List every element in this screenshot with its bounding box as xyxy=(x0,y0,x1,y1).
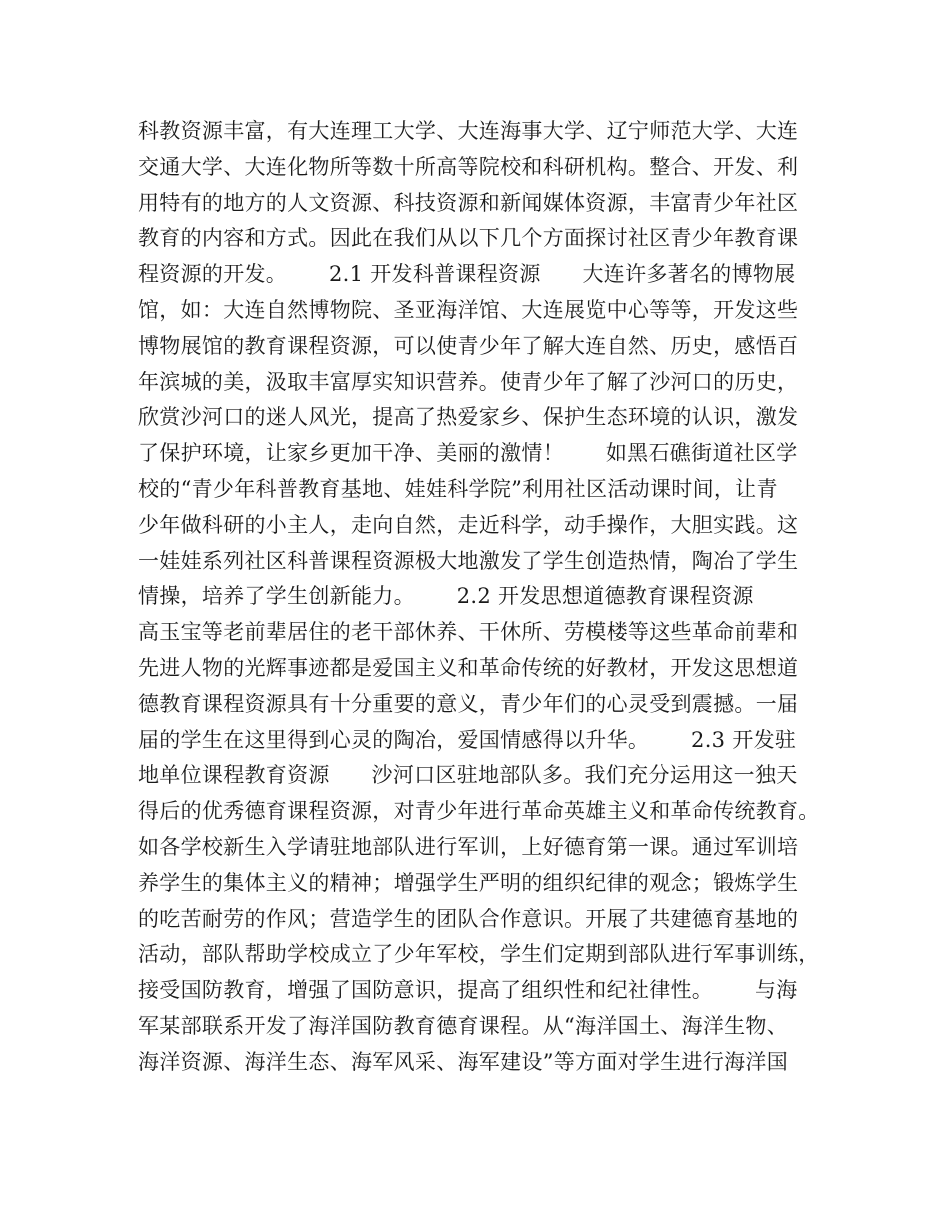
text-line: 程资源的开发。 2.1 开发科普课程资源 大连许多著名的博物展 xyxy=(138,262,796,287)
text-line: 欣赏沙河口的迷人风光，提高了热爱家乡、保护生态环境的认识，激发 xyxy=(138,405,799,430)
body-text xyxy=(138,114,838,1081)
text-line: 得后的优秀德育课程资源，对青少年进行革命英雄主义和革命传统教育。 xyxy=(138,799,820,824)
text-line: 先进人物的光辉事迹都是爱国主义和革命传统的好教材，开发这思想道 xyxy=(138,655,799,680)
text-line: 用特有的地方的人文资源、科技资源和新闻媒体资源，丰富青少年社区 xyxy=(138,190,799,215)
text-line: 活动，部队帮助学校成立了少年军校，学生们定期到部队进行军事训练， xyxy=(138,942,820,967)
text-line: 年滨城的美，汲取丰富厚实知识营养。使青少年了解了沙河口的历史， xyxy=(138,369,799,394)
text-line: 馆，如：大连自然博物院、圣亚海洋馆、大连展览中心等等，开发这些 xyxy=(138,297,799,322)
text-line: 接受国防教育，增强了国防意识，提高了组织性和纪社律性。 与海 xyxy=(138,978,798,1003)
text-line: 科教资源丰富，有大连理工大学、大连海事大学、辽宁师范大学、大连 xyxy=(138,119,799,143)
text-line: 养学生的集体主义的精神；增强学生严明的组织纪律的观念；锻炼学生 xyxy=(138,870,799,895)
text-line: 了保护环境，让家乡更加干净、美丽的激情！ 如黑石礁街道社区学 xyxy=(138,441,798,466)
text-line: 的吃苦耐劳的作风；营造学生的团队合作意识。开展了共建德育基地的 xyxy=(138,906,799,931)
text-line: 高玉宝等老前辈居住的老干部休养、干休所、劳模楼等这些革命前辈和 xyxy=(138,620,799,645)
text-line: 情操，培养了学生创新能力。 2.2 开发思想道德教育课程资源 xyxy=(138,584,754,609)
text-line: 届的学生在这里得到心灵的陶冶，爱国情感得以升华。 2.3 开发驻 xyxy=(138,727,797,752)
text-line: 一娃娃系列社区科普课程资源极大地激发了学生创造热情，陶冶了学生 xyxy=(138,548,799,573)
text-line: 博物展馆的教育课程资源，可以使青少年了解大连自然、历史，感悟百 xyxy=(138,333,799,358)
text-line: 军某部联系开发了海洋国防教育德育课程。从“海洋国土、海洋生物、 xyxy=(138,1013,789,1038)
text-line: 如各学校新生入学请驻地部队进行军训，上好德育第一课。通过军训培 xyxy=(138,834,799,859)
text-line: 德教育课程资源具有十分重要的意义，青少年们的心灵受到震撼。一届 xyxy=(138,691,799,716)
text-line: 海洋资源、海洋生态、海军风采、海军建设”等方面对学生进行海洋国 xyxy=(138,1049,789,1074)
text-line: 教育的内容和方式。因此在我们从以下几个方面探讨社区青少年教育课 xyxy=(138,226,799,251)
text-line: 地单位课程教育资源 沙河口区驻地部队多。我们充分运用这一独天 xyxy=(138,763,798,788)
text-line: 少年做科研的小主人，走向自然，走近科学，动手操作，大胆实践。这 xyxy=(138,512,799,537)
text-line: 校的“青少年科普教育基地、娃娃科学院”利用社区活动课时间，让青 xyxy=(138,476,778,501)
text-line: 交通大学、大连化物所等数十所高等院校和科研机构。整合、开发、利 xyxy=(138,154,799,179)
